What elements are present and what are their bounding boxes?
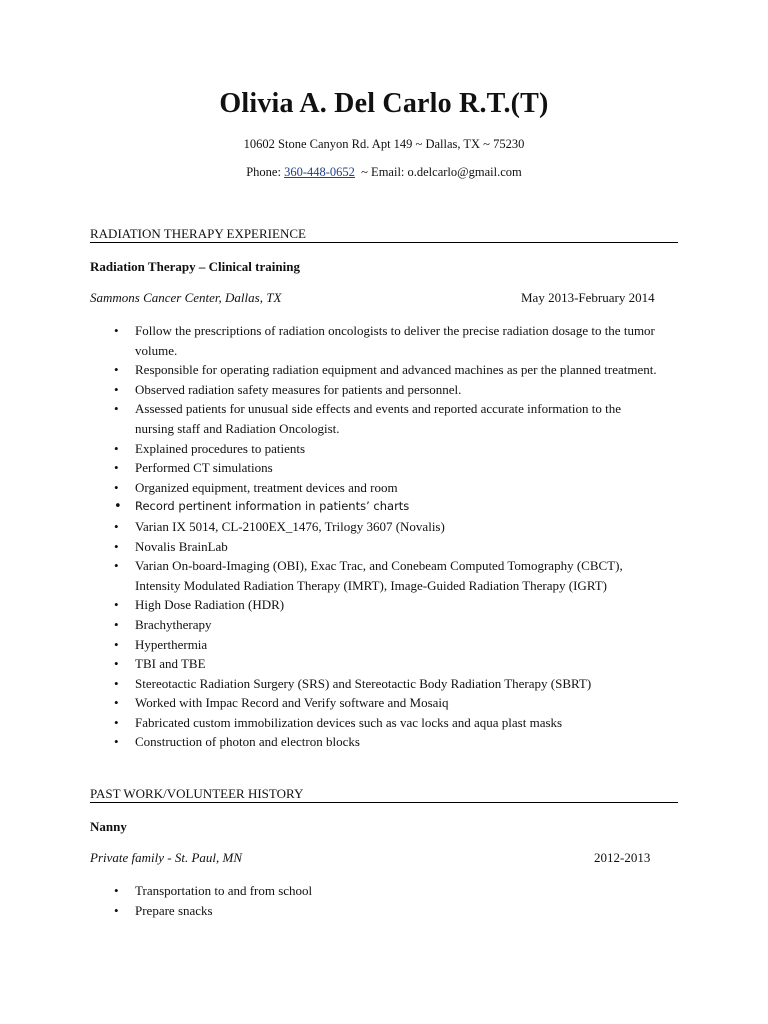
bullet-item: • Varian IX 5014, CL-2100EX_1476, Trilogy 3607 (Novalis)	[90, 517, 660, 537]
phone-label: Phone:	[246, 165, 285, 179]
section-heading-past-work: PAST WORK/VOLUNTEER HISTORY	[90, 786, 678, 803]
work-role-title: Nanny	[90, 819, 127, 834]
bullet-item: • Varian On-board-Imaging (OBI), Exac Trac, and Conebeam Computed Tomography (CBCT), Intensity Modulated Radiation Therapy (IMRT), Image-Guided Radiation Therapy (IGRT)	[90, 556, 660, 595]
bullet-item: • Transportation to and from school	[90, 881, 660, 901]
bullet-item: • Construction of photon and electron blocks	[90, 732, 660, 752]
bullet-item: • Explained procedures to patients	[90, 439, 660, 459]
rt-place: Sammons Cancer Center, Dallas, TX	[90, 290, 282, 305]
bullet-item: • Record pertinent information in patients’ charts	[90, 497, 660, 517]
work-place: Private family - St. Paul, MN	[90, 850, 243, 865]
rt-dates: May 2013-February 2014	[521, 290, 655, 305]
bullet-item: • Worked with Impac Record and Verify software and Mosaiq	[90, 693, 660, 713]
bullet-item: • Observed radiation safety measures for patients and personnel.	[90, 380, 660, 400]
bullet-item: • Assessed patients for unusual side effects and events and reported accurate information to the nursing staff and Radiation Oncologist.	[90, 399, 660, 438]
bullet-item: • Stereotactic Radiation Surgery (SRS) and Stereotactic Body Radiation Therapy (SBRT)	[90, 674, 660, 694]
bullet-item: • Prepare snacks	[90, 901, 660, 921]
phone-link[interactable]: 360-448-0652	[284, 165, 355, 179]
rt-role-title: Radiation Therapy – Clinical training	[90, 259, 300, 274]
bullet-item: • Organized equipment, treatment devices and room	[90, 478, 660, 498]
contact-line	[0, 165, 768, 180]
work-dates: 2012-2013	[594, 850, 651, 865]
section-heading-radiation-therapy: RADIATION THERAPY EXPERIENCE	[90, 226, 678, 243]
bullet-item: • Follow the prescriptions of radiation oncologists to deliver the precise radiation dosage to the tumor volume.	[90, 321, 660, 360]
address-line: 10602 Stone Canyon Rd. Apt 149 ~ Dallas, TX ~ 75230	[243, 137, 525, 151]
bullet-item: • Brachytherapy	[90, 615, 660, 635]
rt-bullet-list	[90, 321, 660, 752]
bullet-item: • Performed CT simulations	[90, 458, 660, 478]
email-text: ~ Email: o.delcarlo@gmail.com	[354, 165, 522, 179]
candidate-name: Olivia A. Del Carlo R.T.(T)	[219, 88, 549, 119]
work-bullet-list	[90, 881, 660, 920]
bullet-item: • High Dose Radiation (HDR)	[90, 595, 660, 615]
bullet-item: • Fabricated custom immobilization devices such as vac locks and aqua plast masks	[90, 713, 660, 733]
bullet-item: • Novalis BrainLab	[90, 537, 660, 557]
bullet-item: • Responsible for operating radiation equipment and advanced machines as per the planned treatment.	[90, 360, 660, 380]
bullet-item: • Hyperthermia	[90, 635, 660, 655]
bullet-item: • TBI and TBE	[90, 654, 660, 674]
